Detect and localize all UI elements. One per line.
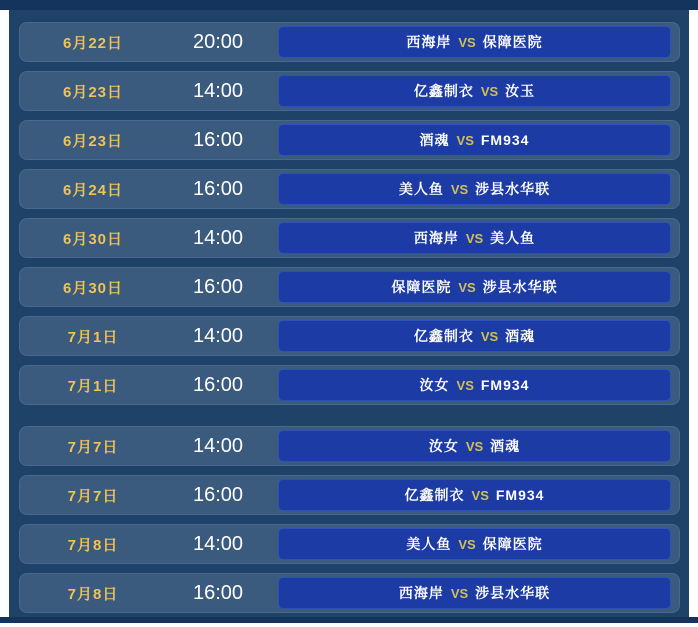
vs-label: VS xyxy=(458,279,476,295)
away-team-label: 涉县水华联 xyxy=(475,181,551,197)
match-button[interactable] xyxy=(278,577,671,609)
away-team-label: 涉县水华联 xyxy=(482,279,558,295)
match-row xyxy=(19,169,680,209)
match-button[interactable] xyxy=(278,75,671,107)
match-row xyxy=(19,475,680,515)
match-time: 14:00 xyxy=(192,532,244,555)
match-time: 14:00 xyxy=(192,226,244,249)
match-time: 16:00 xyxy=(192,373,244,396)
match-time: 14:00 xyxy=(192,434,244,457)
vs-label: VS xyxy=(450,585,469,601)
away-team-label: FM934 xyxy=(480,132,530,148)
vs-label: VS xyxy=(471,487,489,503)
away-team-label: 酒魂 xyxy=(505,328,536,344)
home-team-label: 亿鑫制衣 xyxy=(404,487,465,503)
match-time: 20:00 xyxy=(192,30,244,53)
home-team-label: 西海岸 xyxy=(406,34,452,50)
match-button[interactable] xyxy=(278,430,671,462)
match-row xyxy=(19,267,680,307)
vs-label: VS xyxy=(450,181,469,197)
schedule-group-1 xyxy=(19,22,680,405)
home-team-label: 汝女 xyxy=(419,377,450,393)
vs-label: VS xyxy=(456,377,474,393)
match-row xyxy=(19,22,680,62)
schedule-board xyxy=(9,10,689,617)
match-date: 7月8日 xyxy=(67,585,119,603)
match-date: 7月7日 xyxy=(67,487,119,505)
home-team-label: 西海岸 xyxy=(398,585,444,601)
match-date: 6月23日 xyxy=(62,132,124,150)
home-team-label: 亿鑫制衣 xyxy=(413,83,474,99)
match-time: 16:00 xyxy=(192,128,244,151)
match-date: 6月23日 xyxy=(62,83,124,101)
match-date: 6月30日 xyxy=(62,279,124,297)
match-date: 7月8日 xyxy=(67,536,119,554)
match-button[interactable] xyxy=(278,271,671,303)
match-row xyxy=(19,365,680,405)
match-time: 14:00 xyxy=(192,79,244,102)
match-time: 14:00 xyxy=(192,324,244,347)
match-row xyxy=(19,120,680,160)
vs-label: VS xyxy=(456,132,474,148)
match-row xyxy=(19,218,680,258)
away-team-label: FM934 xyxy=(495,487,545,503)
match-time: 16:00 xyxy=(192,581,244,604)
match-row xyxy=(19,524,680,564)
match-row xyxy=(19,426,680,466)
match-button[interactable] xyxy=(278,479,671,511)
match-button[interactable] xyxy=(278,222,671,254)
away-team-label: 保障医院 xyxy=(482,34,543,50)
match-date: 7月1日 xyxy=(67,328,119,346)
away-team-label: 酒魂 xyxy=(490,438,521,454)
match-date: 6月30日 xyxy=(62,230,124,248)
match-time: 16:00 xyxy=(192,275,244,298)
vs-label: VS xyxy=(480,83,499,99)
match-row xyxy=(19,573,680,613)
away-team-label: 美人鱼 xyxy=(490,230,536,246)
match-button[interactable] xyxy=(278,26,671,58)
match-button[interactable] xyxy=(278,173,671,205)
home-team-label: 亿鑫制衣 xyxy=(413,328,474,344)
top-edge-strip xyxy=(0,0,698,10)
vs-label: VS xyxy=(465,438,484,454)
away-team-label: 保障医院 xyxy=(482,536,543,552)
match-button[interactable] xyxy=(278,369,671,401)
home-team-label: 美人鱼 xyxy=(406,536,452,552)
match-button[interactable] xyxy=(278,124,671,156)
match-button[interactable] xyxy=(278,320,671,352)
home-team-label: 酒魂 xyxy=(419,132,450,148)
bottom-edge-strip xyxy=(0,617,698,623)
away-team-label: FM934 xyxy=(480,377,530,393)
match-time: 16:00 xyxy=(192,483,244,506)
match-date: 6月22日 xyxy=(62,34,124,52)
schedule-group-2 xyxy=(19,426,680,613)
vs-label: VS xyxy=(458,34,476,50)
vs-label: VS xyxy=(480,328,499,344)
match-date: 7月1日 xyxy=(67,377,119,395)
match-date: 6月24日 xyxy=(62,181,124,199)
away-team-label: 涉县水华联 xyxy=(475,585,551,601)
home-team-label: 美人鱼 xyxy=(398,181,444,197)
home-team-label: 西海岸 xyxy=(413,230,459,246)
vs-label: VS xyxy=(465,230,484,246)
match-button[interactable] xyxy=(278,528,671,560)
vs-label: VS xyxy=(458,536,476,552)
match-date: 7月7日 xyxy=(67,438,119,456)
match-row xyxy=(19,71,680,111)
away-team-label: 汝玉 xyxy=(505,83,536,99)
match-time: 16:00 xyxy=(192,177,244,200)
home-team-label: 汝女 xyxy=(428,438,459,454)
match-row xyxy=(19,316,680,356)
home-team-label: 保障医院 xyxy=(391,279,452,295)
